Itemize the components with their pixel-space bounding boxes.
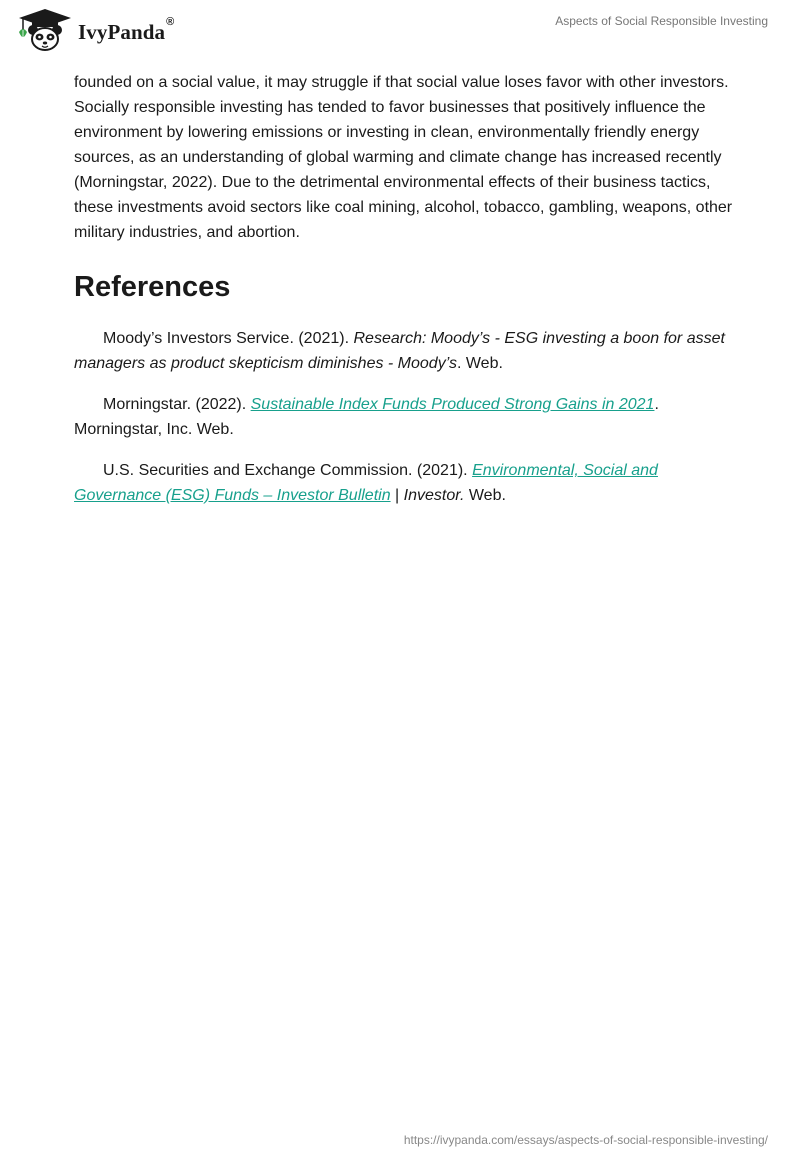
reference-lead: U.S. Securities and Exchange Commission. (2021). <box>103 462 473 479</box>
reference-lead: Moody’s Investors Service. (2021). <box>103 330 354 347</box>
reference-link-morningstar[interactable]: Sustainable Index Funds Produced Strong Gains in 2021 <box>250 396 655 413</box>
reference-item-sec <box>74 458 734 508</box>
reference-link-sec[interactable]: Environmental, Social and Governance (ESG) Funds – Investor Bulletin <box>74 462 658 504</box>
reference-separator: | <box>390 487 404 504</box>
references-heading: References <box>74 271 231 303</box>
reference-tail: . Morningstar, Inc. Web. <box>74 396 659 438</box>
reference-title: Research: Moody’s - ESG investing a boon for asset managers as product skepticism diminishes - Moody’s <box>74 330 725 372</box>
document-body <box>74 70 734 524</box>
document-title: Aspects of Social Responsible Investing <box>555 14 768 28</box>
reference-lead: Morningstar. (2022). <box>103 396 251 413</box>
reference-tail: . Web. <box>456 355 503 372</box>
ivypanda-logo[interactable] <box>14 8 174 52</box>
page-header <box>0 0 800 64</box>
reference-item-morningstar <box>74 392 734 442</box>
panda-logo-icon <box>14 8 76 52</box>
reference-tail: Web. <box>464 487 506 504</box>
reference-source: Investor. <box>403 487 465 504</box>
reference-item-moodys <box>74 326 734 376</box>
body-paragraph: founded on a social value, it may struggle if that social value loses favor with other investors. Socially responsible investing has tended to favor businesses that positively influence the environment by lowering emissions or investing in clean, environmentally friendly energy sources, as an understanding of global warming and climate change has increased recently (Morningstar, 2022). Due to the detrimental environmental effects of their business tactics, these investments avoid sectors like coal mining, alcohol, tobacco, gambling, weapons, other military industries, and abortion. <box>74 74 733 241</box>
brand-name: IvyPanda® <box>78 15 175 44</box>
registered-mark: ® <box>166 15 175 28</box>
footer-source-url[interactable]: https://ivypanda.com/essays/aspects-of-social-responsible-investing/ <box>403 1133 768 1147</box>
